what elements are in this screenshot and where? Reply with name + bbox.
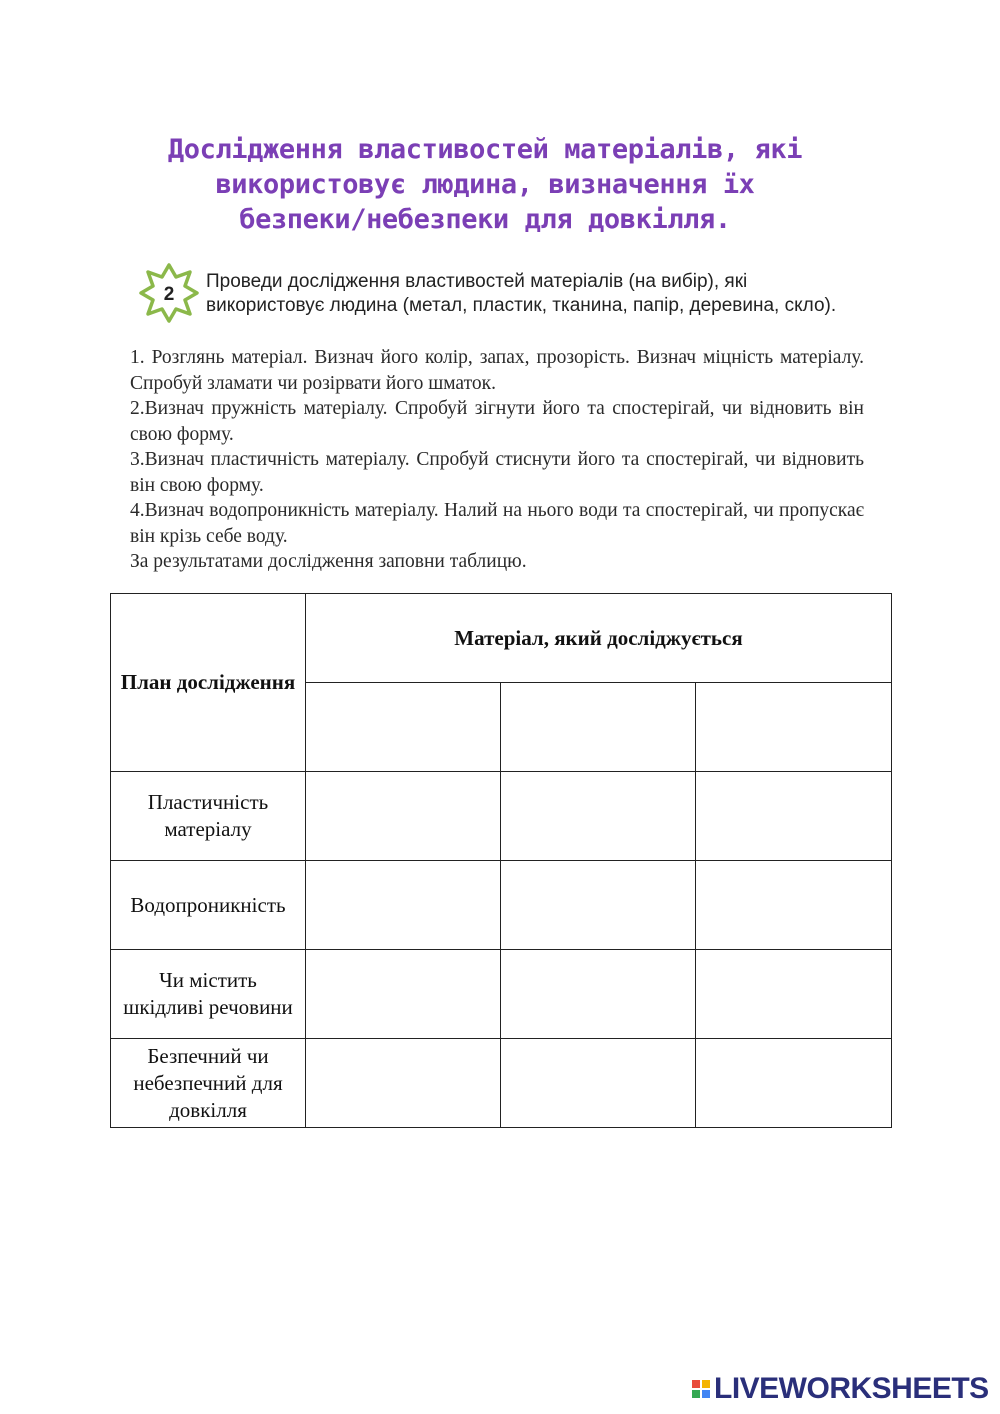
material-name-cell-3[interactable] — [696, 683, 892, 772]
step-4: 4.Визнач водопроникність матеріалу. Налий на нього води та спостерігай, чи пропускає він крізь себе воду. — [130, 500, 864, 547]
task-number-badge — [138, 262, 200, 324]
title-line-2: використовує людина, визначення їх — [215, 169, 755, 200]
step-2: 2.Визнач пружність матеріалу. Спробуй зігнути його та спостерігай, чи відновить він свою форму. — [130, 398, 864, 445]
logo-text: LIVEWORKSHEETS — [714, 1372, 989, 1405]
answer-cell[interactable] — [501, 950, 696, 1039]
title-line-1: Дослідження властивостей матеріалів, які — [167, 134, 803, 165]
task-number: 2 — [163, 284, 175, 305]
answer-cell[interactable] — [696, 950, 892, 1039]
material-header: Матеріал, який досліджується — [306, 594, 892, 683]
answer-cell[interactable] — [696, 1039, 892, 1128]
title-line-3: безпеки/небезпеки для довкілля. — [239, 204, 731, 235]
answer-cell[interactable] — [501, 861, 696, 950]
star-badge-icon — [138, 262, 200, 324]
plan-header: План дослідження — [111, 594, 306, 772]
answer-cell[interactable] — [306, 772, 501, 861]
answer-cell[interactable] — [501, 1039, 696, 1128]
logo-squares-icon — [692, 1380, 710, 1398]
material-name-cell-1[interactable] — [306, 683, 501, 772]
step-1: 1. Розглянь матеріал. Визнач його колір, запах, прозорість. Визнач міцність матеріалу. Спробуй зламати чи розірвати його шматок. — [130, 347, 864, 394]
row-label-plasticity: Пластичність матеріалу — [111, 772, 306, 861]
row-label-permeability: Водопроникність — [111, 861, 306, 950]
answer-cell[interactable] — [501, 772, 696, 861]
material-name-cell-2[interactable] — [501, 683, 696, 772]
research-table — [110, 593, 892, 1128]
fill-table-instruction: За результатами дослідження заповни таблицю. — [130, 551, 527, 572]
step-3: 3.Визнач пластичність матеріалу. Спробуй стиснути його та спостерігай, чи відновить він свою форму. — [130, 449, 864, 496]
task-steps — [130, 345, 864, 575]
task-intro: Проведи дослідження властивостей матеріалів (на вибір), які використовує людина (метал, пластик, тканина, папір, деревина, скло). — [206, 271, 837, 316]
answer-cell[interactable] — [306, 950, 501, 1039]
answer-cell[interactable] — [306, 1039, 501, 1128]
answer-cell[interactable] — [696, 861, 892, 950]
row-label-harmful-substances: Чи містить шкідливі речовини — [111, 950, 306, 1039]
row-label-environment-safety: Безпечний чи небезпечний для довкілля — [111, 1039, 306, 1128]
liveworksheets-logo — [692, 1372, 989, 1406]
answer-cell[interactable] — [696, 772, 892, 861]
answer-cell[interactable] — [306, 861, 501, 950]
worksheet-title — [100, 132, 870, 237]
